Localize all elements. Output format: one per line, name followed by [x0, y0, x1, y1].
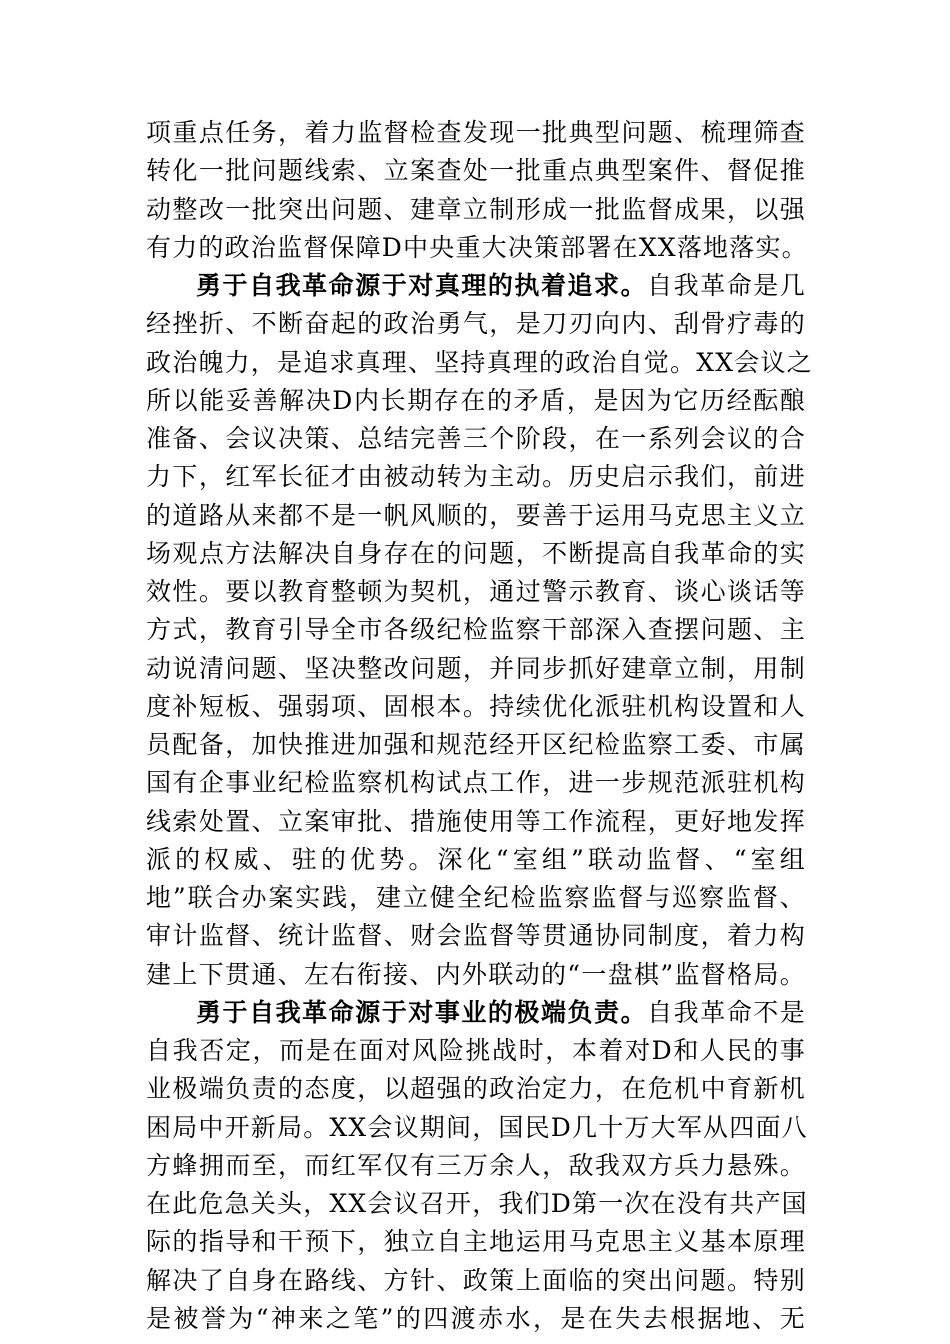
text-line: 场观点方法解决自身存在的问题，不断提高自我革命的实	[146, 538, 806, 568]
paragraph-2	[146, 267, 813, 994]
heading-line-rest: 自我革命不是	[647, 997, 807, 1027]
text-line: 派的权威、驻的优势。深化“室组”联动监督、“室组	[146, 844, 806, 874]
text-line: 转化一批问题线索、立案查处一批重点典型案件、督促推	[146, 156, 806, 186]
text-line: 自我否定，而是在面对风险挑战时，本着对D和人民的事	[146, 1036, 806, 1065]
document-page	[146, 114, 813, 1338]
text-line: 政治魄力，是追求真理、坚持真理的政治自觉。XX会议之	[146, 347, 813, 377]
text-line: 建上下贯通、左右衔接、内外联动的“一盘棋”监督格局。	[146, 959, 806, 989]
text-line: 方式，教育引导全市各级纪检监察干部深入查摆问题、主	[146, 615, 806, 645]
text-line: 业极端负责的态度，以超强的政治定力，在危机中育新机	[146, 1074, 806, 1104]
text-line: 动说清问题、坚决整改问题，并同步抓好建章立制，用制	[146, 653, 806, 683]
text-line: 解决了自身在路线、方针、政策上面临的突出问题。特别	[146, 1265, 806, 1295]
text-line: 国有企事业纪检监察机构试点工作，进一步规范派驻机构	[146, 768, 806, 798]
paragraph-3	[146, 994, 806, 1338]
text-line: 力下，红军长征才由被动转为主动。历史启示我们，前进	[146, 462, 806, 492]
text-line: 是被誉为“神来之笔”的四渡赤水，是在失去根据地、无	[146, 1303, 806, 1333]
text-line: 员配备，加快推进加强和规范经开区纪检监察工委、市属	[146, 730, 806, 759]
text-line: 有力的政治监督保障D中央重大决策部署在XX落地落实。	[146, 232, 808, 262]
text-line: 困局中开新局。XX会议期间，国民D几十万大军从四面八	[146, 1112, 808, 1142]
text-line: 审计监督、统计监督、财会监督等贯通协同制度，着力构	[146, 921, 806, 951]
text-line: 项重点任务，着力监督检查发现一批典型问题、梳理筛查	[146, 118, 806, 147]
section-heading: 勇于自我革命源于对事业的极端负责。	[196, 997, 648, 1027]
text-line: 度补短板、强弱项、固根本。持续优化派驻机构设置和人	[146, 691, 806, 721]
paragraph-1	[146, 114, 806, 267]
text-line: 效性。要以教育整顿为契机，通过警示教育、谈心谈话等	[146, 577, 806, 606]
heading-line-rest: 自我革命是几	[647, 271, 807, 300]
text-line: 方蜂拥而至，而红军仅有三万余人，敌我双方兵力悬殊。	[146, 1150, 806, 1180]
text-line	[146, 994, 806, 1032]
text-line: 准备、会议决策、总结完善三个阶段，在一系列会议的合	[146, 424, 806, 453]
text-line: 的道路从来都不是一帆风顺的，要善于运用马克思主义立	[146, 500, 806, 530]
text-line: 线索处置、立案审批、措施使用等工作流程，更好地发挥	[146, 806, 806, 836]
text-line: 在此危急关头，XX会议召开，我们D第一次在没有共产国	[146, 1189, 808, 1218]
text-line: 际的指导和干预下，独立自主地运用马克思主义基本原理	[146, 1227, 806, 1257]
text-line: 经挫折、不断奋起的政治勇气，是刀刃向内、刮骨疗毒的	[146, 309, 806, 339]
text-line	[146, 267, 806, 305]
text-line: 地”联合办案实践，建立健全纪检监察监督与巡察监督、	[146, 883, 806, 912]
text-line: 所以能妥善解决D内长期存在的矛盾，是因为它历经酝酿	[146, 385, 806, 415]
section-heading: 勇于自我革命源于对真理的执着追求。	[196, 271, 648, 300]
text-line: 动整改一批突出问题、建章立制形成一批监督成果，以强	[146, 194, 806, 224]
